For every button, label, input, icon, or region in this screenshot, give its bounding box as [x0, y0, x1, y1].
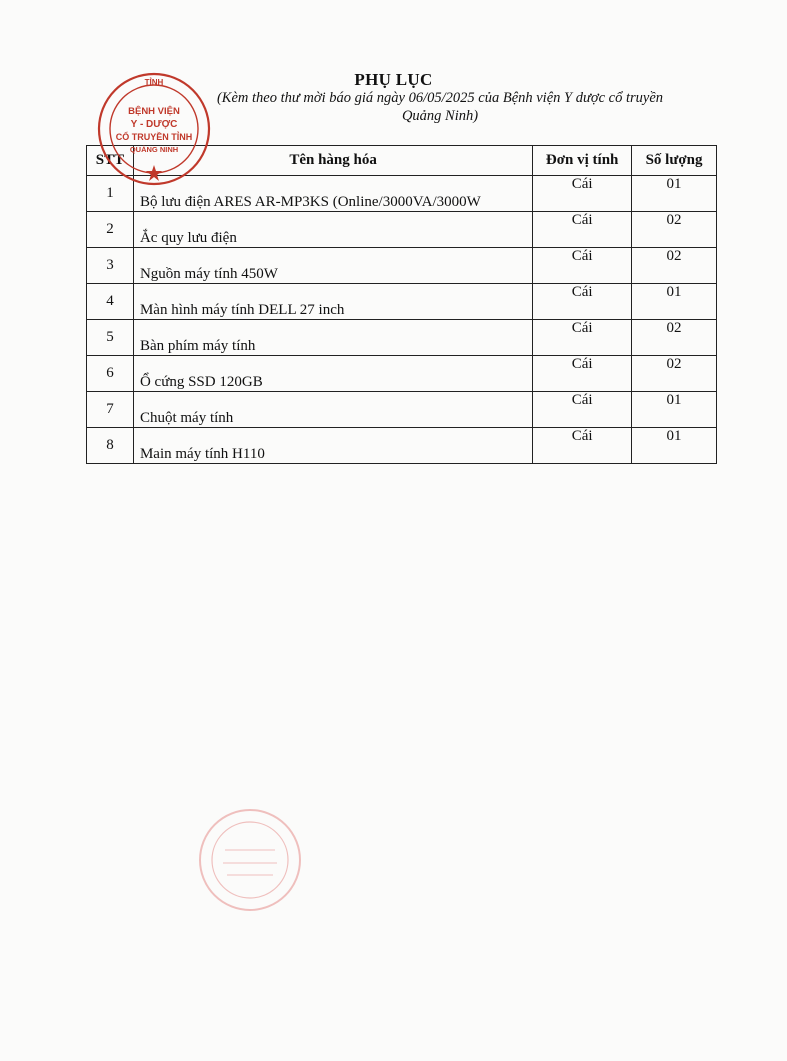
- table-row: [87, 284, 717, 320]
- cell-qty: 01: [632, 392, 717, 428]
- cell-name: Main máy tính H110: [133, 428, 532, 464]
- cell-qty: 01: [632, 176, 717, 212]
- cell-qty: 02: [632, 356, 717, 392]
- cell-name: Bộ lưu điện ARES AR-MP3KS (Online/3000VA/3000W: [133, 176, 532, 212]
- table-row: [87, 248, 717, 284]
- subtitle-line-2: Quảng Ninh): [401, 108, 479, 124]
- cell-name: Ắc quy lưu điện: [133, 212, 532, 248]
- cell-qty: 01: [632, 428, 717, 464]
- cell-unit: Cái: [533, 284, 632, 320]
- seal-ring-text: TỈNH: [144, 78, 164, 87]
- cell-stt: 5: [87, 320, 134, 356]
- table-row: [87, 356, 717, 392]
- seal-line-4: QUẢNG NINH: [129, 145, 179, 154]
- cell-unit: Cái: [533, 248, 632, 284]
- cell-name: Ổ cứng SSD 120GB: [133, 356, 532, 392]
- cell-name: Bàn phím máy tính: [133, 320, 532, 356]
- faded-seal-icon: [195, 805, 305, 915]
- table-row: [87, 392, 717, 428]
- cell-unit: Cái: [533, 356, 632, 392]
- page-title: PHỤ LỤC: [354, 70, 433, 89]
- cell-name: Màn hình máy tính DELL 27 inch: [133, 284, 532, 320]
- cell-name: Nguồn máy tính 450W: [133, 248, 532, 284]
- cell-stt: 8: [87, 428, 134, 464]
- cell-stt: 3: [87, 248, 134, 284]
- table-row: [87, 320, 717, 356]
- cell-stt: 1: [87, 176, 134, 212]
- table-row: [87, 212, 717, 248]
- hospital-seal: [95, 70, 213, 188]
- subtitle-line-1: (Kèm theo thư mời báo giá ngày 06/05/2025 của Bệnh viện Y dược cổ truyền: [216, 90, 664, 106]
- seal-line-1: BỆNH VIỆN: [128, 106, 180, 117]
- header-stt: STT: [87, 146, 134, 176]
- table-row: [87, 428, 717, 464]
- cell-unit: Cái: [533, 212, 632, 248]
- cell-qty: 01: [632, 284, 717, 320]
- cell-qty: 02: [632, 320, 717, 356]
- cell-stt: 4: [87, 284, 134, 320]
- cell-unit: Cái: [533, 320, 632, 356]
- header-name: Tên hàng hóa: [133, 146, 532, 176]
- cell-stt: 7: [87, 392, 134, 428]
- header-unit: Đơn vị tính: [533, 146, 632, 176]
- header-qty: Số lượng: [632, 146, 717, 176]
- cell-qty: 02: [632, 248, 717, 284]
- cell-unit: Cái: [533, 392, 632, 428]
- seal-line-3: CỔ TRUYỀN TỈNH: [115, 132, 193, 142]
- cell-qty: 02: [632, 212, 717, 248]
- cell-name: Chuột máy tính: [133, 392, 532, 428]
- items-table: [86, 145, 717, 464]
- cell-stt: 2: [87, 212, 134, 248]
- cell-stt: 6: [87, 356, 134, 392]
- seal-line-2: Y - DƯỢC: [130, 119, 178, 130]
- cell-unit: Cái: [533, 428, 632, 464]
- cell-unit: Cái: [533, 176, 632, 212]
